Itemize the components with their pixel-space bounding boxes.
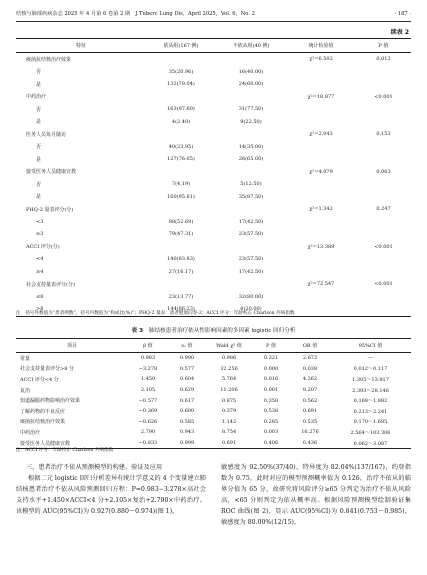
test-statistic — [286, 253, 356, 266]
row-label: 复治 — [20, 387, 31, 394]
p-value — [356, 191, 411, 204]
se-value: 0.604 — [179, 376, 195, 383]
p-value — [356, 266, 411, 279]
wald-value: 8.754 — [221, 429, 237, 436]
adherent-value — [146, 53, 216, 66]
beta-value: 1.450 — [140, 376, 156, 383]
adherent-value: 7(4.19) — [171, 181, 191, 188]
row-label: 是 — [36, 194, 42, 201]
table-header-row — [16, 39, 411, 53]
adherent-value — [146, 166, 216, 179]
row-label: 接受医务人员健康宣教 — [26, 169, 77, 176]
test-statistic — [286, 178, 356, 191]
or-value: 4.262 — [302, 376, 318, 383]
test-statistic — [286, 66, 356, 79]
nonadherent-value: 8(20.00) — [216, 303, 286, 316]
table-row — [16, 103, 411, 116]
adherent-value — [146, 203, 216, 216]
nonadherent-value — [216, 166, 286, 179]
se-value: 0.629 — [179, 387, 195, 394]
wald-value: 1.142 — [221, 418, 237, 425]
adherent-value: 160(95.81) — [167, 193, 195, 200]
journal-citation: 结核与肺部疾病杂志 2025 年 4 月第 6 卷第 2 期 J Tuberc Lung Dis，April 2025，Vol. 6，No. 2 — [16, 11, 255, 17]
or-value: 16.276 — [301, 429, 319, 436]
row-label: 痰菌抗结核治疗效果 — [26, 56, 72, 63]
table-row — [16, 216, 411, 229]
table-row — [16, 153, 411, 166]
row-label: 社会支持量表评分>8 分 — [20, 366, 74, 373]
or-value: 2.672 — [302, 355, 318, 362]
nonadherent-value: 23(57.50) — [238, 231, 264, 238]
column-header: P 值 — [356, 39, 411, 53]
table-3-body — [16, 353, 411, 449]
table-3 — [16, 338, 411, 449]
se-value: 0.577 — [179, 365, 195, 372]
nonadherent-value — [216, 91, 286, 104]
row-label: 常量 — [20, 355, 31, 362]
p-value: 0.012 — [376, 56, 391, 63]
beta-value: 2.105 — [140, 387, 156, 394]
column-header: 依从组(167 例) — [146, 39, 216, 53]
se-value: 0.990 — [179, 355, 195, 362]
column-header: P 值 — [252, 339, 290, 353]
row-label: 否 — [36, 144, 42, 151]
se-value: 0.600 — [179, 408, 195, 415]
table-row — [16, 395, 411, 406]
table-3-note: 注 ACCI 评分：年龄校正 Charlson 共病指数 — [16, 448, 114, 453]
table-row — [16, 417, 411, 428]
table-row — [16, 228, 411, 241]
table-row — [16, 278, 411, 291]
table-row — [16, 253, 411, 266]
p-value: <0.001 — [374, 243, 393, 250]
nonadherent-value: 5(12.50) — [240, 181, 262, 188]
wald-value: 0.691 — [206, 438, 252, 449]
nonadherent-value — [216, 128, 286, 141]
ci-value: 0.213～2.241 — [353, 408, 388, 415]
p-value: 0.003 — [263, 429, 279, 436]
column-header: 统计检验值 — [286, 39, 356, 53]
ci-value: 1.305～13.917 — [352, 376, 389, 383]
table-2-body — [16, 53, 411, 317]
header-rule — [16, 21, 411, 22]
row-label: ACCI 评分<4 分 — [20, 376, 59, 383]
table-2-note: 注 括号外数值为“患者例数”，括号内数值为“构成比(%)”；PHQ-2 量表：患者健康问卷-2；ACCI 评分：年龄校正 Charlson 共病指数 — [16, 311, 295, 316]
p-value: 0.321 — [263, 355, 279, 362]
table-header-row — [16, 339, 411, 353]
test-statistic — [286, 78, 356, 91]
wald-value: 0.986 — [221, 355, 237, 362]
section-heading: 三、患者治疗不依从预测模型的构建、验证及应用 — [26, 464, 163, 471]
row-label: 痰菌抗结核治疗效果 — [20, 419, 66, 426]
test-statistic — [286, 141, 356, 154]
beta-value: 0.983 — [140, 355, 156, 362]
table-row — [16, 353, 411, 364]
table-row — [16, 116, 411, 129]
row-label: 社会支持量表评分(分) — [26, 281, 75, 288]
or-value: 0.038 — [302, 365, 318, 372]
table-row — [16, 203, 411, 216]
body-column-left — [16, 462, 206, 517]
ci-value: — — [368, 355, 373, 362]
nonadherent-value: 26(65.00) — [238, 156, 264, 163]
nonadherent-value: 14(35.00) — [238, 143, 264, 150]
column-header: β 值 — [128, 339, 168, 353]
wald-value: 5.764 — [221, 376, 237, 383]
row-label: >8 — [16, 303, 146, 316]
test-statistic — [286, 228, 356, 241]
row-label: <3 — [36, 218, 44, 225]
nonadherent-value: 31(77.50) — [238, 106, 264, 113]
wald-value: 11.206 — [220, 387, 238, 394]
p-value: <0.001 — [374, 281, 393, 288]
table-row — [16, 266, 411, 279]
nonadherent-value: 17(42.50) — [238, 218, 264, 225]
p-value — [356, 178, 411, 191]
row-label: 接受医务人员健康宣教 — [16, 438, 128, 449]
column-header: 95%CI 值 — [330, 339, 411, 353]
wald-value: 32.256 — [220, 365, 238, 372]
p-value — [356, 253, 411, 266]
p-value: 0.285 — [263, 418, 279, 425]
ci-value: 0.170～1.685 — [353, 419, 388, 426]
test-statistic: χ²=18.877 — [307, 93, 335, 100]
p-value — [356, 66, 411, 79]
table-row — [16, 406, 411, 417]
wald-value: 0.875 — [221, 397, 237, 404]
adherent-value: 163(97.60) — [167, 106, 195, 113]
ci-value: 0.012～0.117 — [353, 366, 388, 373]
row-label: 是 — [36, 81, 42, 88]
p-value — [356, 291, 411, 304]
test-statistic — [286, 103, 356, 116]
nonadherent-value: 32(80.00) — [238, 293, 264, 300]
row-label: <4 — [36, 256, 44, 263]
adherent-value: 88(52.69) — [168, 218, 194, 225]
nonadherent-value — [216, 53, 286, 66]
p-value — [356, 116, 411, 129]
p-value: 0.000 — [263, 365, 279, 372]
test-statistic — [286, 116, 356, 129]
adherent-value: 132(79.04) — [167, 81, 195, 88]
table-2-continued — [16, 38, 411, 317]
or-value: 0.535 — [302, 418, 318, 425]
nonadherent-value: 24(60.00) — [238, 81, 264, 88]
p-value: <0.001 — [374, 93, 393, 100]
table-row — [16, 128, 411, 141]
nonadherent-value: 9(22.50) — [240, 118, 262, 125]
row-label: 医务人员每月随访 — [26, 131, 67, 138]
adherent-value: 127(76.05) — [167, 156, 195, 163]
row-label: 否 — [36, 106, 42, 113]
wald-value: 0.379 — [221, 408, 237, 415]
test-statistic: χ²=4.079 — [309, 168, 333, 175]
nonadherent-value — [216, 278, 286, 291]
table-row — [16, 427, 411, 438]
se-value: 0.943 — [179, 429, 195, 436]
or-value: 8.207 — [302, 387, 318, 394]
p-value: 0.350 — [263, 397, 279, 404]
adherent-value: 40(23.95) — [168, 143, 194, 150]
test-statistic — [286, 291, 356, 304]
test-statistic — [286, 191, 356, 204]
adherent-value: 23(13.77) — [168, 293, 194, 300]
column-header: OR 值 — [290, 339, 330, 353]
row-label: 了解药物的不良反应 — [20, 408, 66, 415]
test-statistic: χ²=72.547 — [307, 281, 335, 288]
row-label: ≤8 — [36, 293, 44, 300]
p-value — [356, 228, 411, 241]
test-statistic — [286, 266, 356, 279]
column-header: Wald χ² 值 — [206, 339, 252, 353]
table-row — [16, 241, 411, 254]
p-value — [356, 78, 411, 91]
nonadherent-value: 17(42.50) — [238, 268, 264, 275]
beta-value: −0.577 — [138, 397, 158, 404]
table-3-title: 肺结核患者治疗依从性影响因素的多因素 logistic 回归分析 — [148, 328, 296, 334]
paragraph: 敏感度为 92.50%(37/40)，特异度为 82.04%(137/167)，约登指数为 0.75，此时对应的模型预测概率值为 0.126，治疗不依从的临界分值为 65 分，故研究将风险评分≥65 分判定为治疗不依从风险高，<65 分则判定为依从概率高。根据风险预测模型绘制验证集 ROC 曲线(图 2)，显示 AUC(95%CI)为 0.841(0.753～0.985)，敏感度为 80.00%(12/15)， — [221, 464, 411, 526]
beta-value: −3.278 — [138, 365, 158, 372]
p-value: 0.001 — [263, 387, 279, 394]
or-value: 0.436 — [290, 438, 330, 449]
adherent-value: 144(86.23) — [146, 303, 216, 316]
table-3-label: 表 3 — [131, 328, 143, 334]
running-header — [16, 9, 411, 19]
test-statistic: χ²=2.043 — [309, 131, 333, 138]
beta-value: −0.626 — [138, 418, 158, 425]
p-value — [356, 153, 411, 166]
adherent-value — [146, 128, 216, 141]
beta-value: −0.833 — [128, 438, 168, 449]
adherent-value — [146, 91, 216, 104]
adherent-value: 27(16.17) — [168, 268, 194, 275]
adherent-value: 140(83.83) — [167, 256, 195, 263]
table-row — [16, 91, 411, 104]
p-value — [356, 103, 411, 116]
table-3-caption — [16, 326, 411, 334]
row-label: ACCI 评分(分) — [26, 244, 60, 251]
se-value: 0.999 — [168, 438, 206, 449]
table-row — [16, 364, 411, 375]
table-row — [16, 78, 411, 91]
p-value — [356, 141, 411, 154]
row-label: 是 — [36, 156, 42, 163]
ci-value: 2.564～103.306 — [350, 429, 391, 436]
table-row — [16, 166, 411, 179]
table-row — [16, 291, 411, 304]
column-header: sₓ 值 — [168, 339, 206, 353]
p-value: 0.063 — [376, 168, 391, 175]
test-statistic: χ²=13.389 — [307, 243, 335, 250]
ci-value: 0.062～3.087 — [330, 438, 411, 449]
test-statistic — [286, 153, 356, 166]
body-column-right — [221, 462, 411, 528]
table-row — [16, 141, 411, 154]
beta-value: 2.790 — [140, 429, 156, 436]
row-label: ≥4 — [36, 268, 44, 275]
nonadherent-value: 23(57.50) — [238, 256, 264, 263]
test-statistic: χ²=6.502 — [309, 56, 333, 63]
nonadherent-value — [216, 241, 286, 254]
row-label: 否 — [36, 69, 42, 76]
page-number: · 187 · — [394, 11, 411, 17]
adherent-value — [146, 278, 216, 291]
p-value: 0.153 — [376, 131, 391, 138]
adherent-value: 79(47.31) — [168, 231, 194, 238]
adherent-value — [146, 241, 216, 254]
row-label: 否 — [36, 181, 42, 188]
test-statistic: χ²=1.342 — [309, 206, 333, 213]
or-value: 0.691 — [302, 408, 318, 415]
test-statistic — [286, 216, 356, 229]
row-label: PHQ-2 量表评分(分) — [26, 206, 74, 213]
table-row — [16, 191, 411, 204]
se-value: 0.585 — [179, 418, 195, 425]
column-header: 项目 — [16, 339, 128, 353]
nonadherent-value: 35(87.50) — [238, 193, 264, 200]
or-value: 0.562 — [302, 397, 318, 404]
nonadherent-value: 16(40.00) — [238, 68, 264, 75]
column-header: 不依从组(40 例) — [216, 39, 286, 53]
ci-value: 0.168～1.882 — [353, 398, 388, 405]
table-row — [16, 374, 411, 385]
table-row — [16, 385, 411, 396]
p-value: 0.016 — [263, 376, 279, 383]
paragraph: 根据二元 logistic 回归分析差异有统计学意义的 4 个变量建立肺结核患者治疗不依从风险预测回归方程：P=0.983−3.278×高社会支持水平+1.450×ACCI<4 分+2.105×复治+2.790×中药治疗。该模型的 AUC(95%CI)为 0.927(0.880～0.974)(图 1)， — [16, 475, 206, 515]
beta-value: −0.369 — [138, 408, 158, 415]
row-label: 是 — [36, 119, 42, 126]
table-row — [16, 53, 411, 66]
se-value: 0.617 — [179, 397, 195, 404]
adherent-value: 35(20.96) — [168, 68, 194, 75]
row-label: 中药治疗 — [20, 429, 41, 436]
column-header: 特征 — [16, 39, 146, 53]
row-label: ≥3 — [36, 231, 44, 238]
table-row — [16, 178, 411, 191]
p-value: 0.538 — [263, 408, 279, 415]
table-continued-label: 续表 2 — [390, 29, 409, 36]
p-value — [356, 216, 411, 229]
nonadherent-value — [216, 203, 286, 216]
p-value: 0.406 — [252, 438, 290, 449]
p-value: 0.247 — [376, 206, 391, 213]
adherent-value: 4(2.40) — [171, 118, 191, 125]
table-row — [16, 66, 411, 79]
row-label: 知道漏服药物影响治疗效果 — [20, 398, 81, 405]
ci-value: 2.393～28.146 — [352, 387, 389, 394]
row-label: 中药治疗 — [26, 94, 47, 101]
